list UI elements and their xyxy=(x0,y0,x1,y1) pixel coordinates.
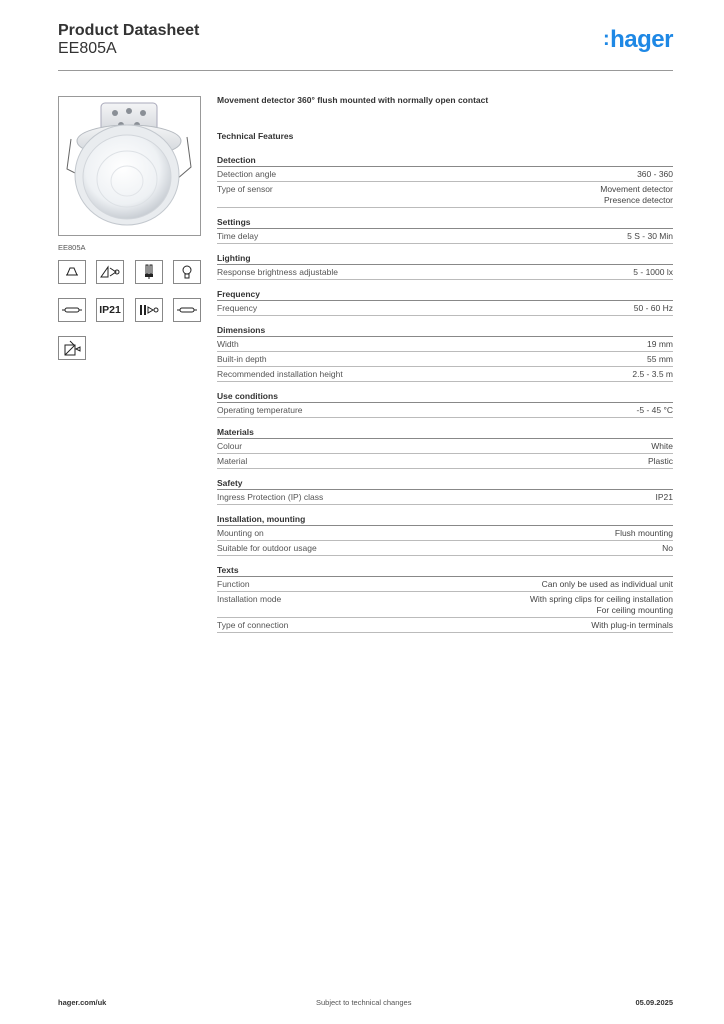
section-materials xyxy=(217,427,673,469)
spec-label: Type of connection xyxy=(217,620,289,630)
spec-value: 5 - 1000 lx xyxy=(633,267,673,277)
product-photo xyxy=(58,96,201,236)
section-title: Settings xyxy=(217,217,673,229)
spec-row xyxy=(217,577,673,592)
section-dimensions xyxy=(217,325,673,382)
footer-website-link[interactable]: hager.com/uk xyxy=(58,998,107,1007)
page-title: Product Datasheet xyxy=(58,22,200,39)
fluorescent-lamp-icon xyxy=(135,260,163,284)
spec-row xyxy=(217,182,673,208)
technical-features-title: Technical Features xyxy=(217,131,294,141)
photo-caption: EE805A xyxy=(58,243,86,252)
page-header xyxy=(58,22,673,71)
spec-label: Suitable for outdoor usage xyxy=(217,543,317,553)
hager-logo: :hager xyxy=(602,26,673,53)
section-title: Detection xyxy=(217,155,673,167)
section-title: Use conditions xyxy=(217,391,673,403)
section-frequency xyxy=(217,289,673,316)
spec-label: Mounting on xyxy=(217,528,264,538)
footer-note: Subject to technical changes xyxy=(316,998,412,1007)
product-code: EE805A xyxy=(58,40,117,57)
spec-value: With plug-in terminals xyxy=(591,620,673,630)
technical-details xyxy=(217,95,673,642)
spec-value: With spring clips for ceiling installation For ceiling mounting xyxy=(529,594,673,615)
spec-label: Frequency xyxy=(217,303,258,313)
spec-value: IP21 xyxy=(655,492,673,502)
spec-value: 55 mm xyxy=(647,354,673,364)
spec-row xyxy=(217,337,673,352)
section-settings xyxy=(217,217,673,244)
logo-text: hager xyxy=(610,26,673,53)
movement-detector-image xyxy=(59,97,200,235)
spec-value: 2.5 - 3.5 m xyxy=(632,369,673,379)
spec-value: -5 - 45 °C xyxy=(636,405,673,415)
spec-value: Plastic xyxy=(647,456,673,466)
section-title: Texts xyxy=(217,565,673,577)
spec-row xyxy=(217,352,673,367)
plug-in-terminal-icon xyxy=(135,298,163,322)
spec-row xyxy=(217,541,673,556)
spec-value: White xyxy=(651,441,673,451)
spec-row xyxy=(217,301,673,316)
section-title: Dimensions xyxy=(217,325,673,337)
spec-row xyxy=(217,439,673,454)
section-title: Frequency xyxy=(217,289,673,301)
ceiling-install-icon xyxy=(58,336,86,360)
product-description: Movement detector 360° flush mounted with normally open contact xyxy=(217,95,489,105)
section-detection xyxy=(217,155,673,208)
spec-label: Material xyxy=(217,456,248,466)
spec-row xyxy=(217,490,673,505)
section-title: Safety xyxy=(217,478,673,490)
spec-row xyxy=(217,454,673,469)
section-texts xyxy=(217,565,673,633)
spec-value: 50 - 60 Hz xyxy=(633,303,673,313)
ip-rating-icon: IP21 xyxy=(96,298,124,322)
spec-value: Movement detector Presence detector xyxy=(600,184,673,205)
spec-label: Function xyxy=(217,579,250,589)
section-title: Materials xyxy=(217,427,673,439)
bulb-icon xyxy=(173,260,201,284)
section-title: Lighting xyxy=(217,253,673,265)
spec-label: Ingress Protection (IP) class xyxy=(217,492,324,502)
product-media-column xyxy=(58,96,201,316)
spec-value: 5 S - 30 Min xyxy=(627,231,673,241)
spec-value: 360 - 360 xyxy=(637,169,673,179)
section-safety xyxy=(217,478,673,505)
footer-date: 05.09.2025 xyxy=(635,998,673,1007)
spec-value: No xyxy=(662,543,673,553)
spec-label: Installation mode xyxy=(217,594,282,604)
detection-zone-icon xyxy=(96,260,124,284)
spec-row xyxy=(217,167,673,182)
spec-row xyxy=(217,526,673,541)
spec-label: Type of sensor xyxy=(217,184,273,194)
spec-row xyxy=(217,592,673,618)
spec-label: Response brightness adjustable xyxy=(217,267,338,277)
ceiling-mount-icon xyxy=(58,260,86,284)
section-use-conditions xyxy=(217,391,673,418)
spec-value: 19 mm xyxy=(647,339,673,349)
spec-row xyxy=(217,265,673,280)
spec-value: Flush mounting xyxy=(614,528,673,538)
spec-row xyxy=(217,618,673,633)
spec-value: Can only be used as individual unit xyxy=(541,579,673,589)
spec-row xyxy=(217,367,673,382)
section-title: Installation, mounting xyxy=(217,514,673,526)
spec-label: Built-in depth xyxy=(217,354,267,364)
spec-label: Colour xyxy=(217,441,243,451)
spec-label: Detection angle xyxy=(217,169,277,179)
section-installation-mounting xyxy=(217,514,673,556)
spec-row xyxy=(217,403,673,418)
cable-icon xyxy=(58,298,86,322)
spec-label: Operating temperature xyxy=(217,405,303,415)
spec-label: Time delay xyxy=(217,231,259,241)
spec-row xyxy=(217,229,673,244)
section-lighting xyxy=(217,253,673,280)
strip-icon xyxy=(173,298,201,322)
spec-label: Recommended installation height xyxy=(217,369,343,379)
spec-label: Width xyxy=(217,339,239,349)
